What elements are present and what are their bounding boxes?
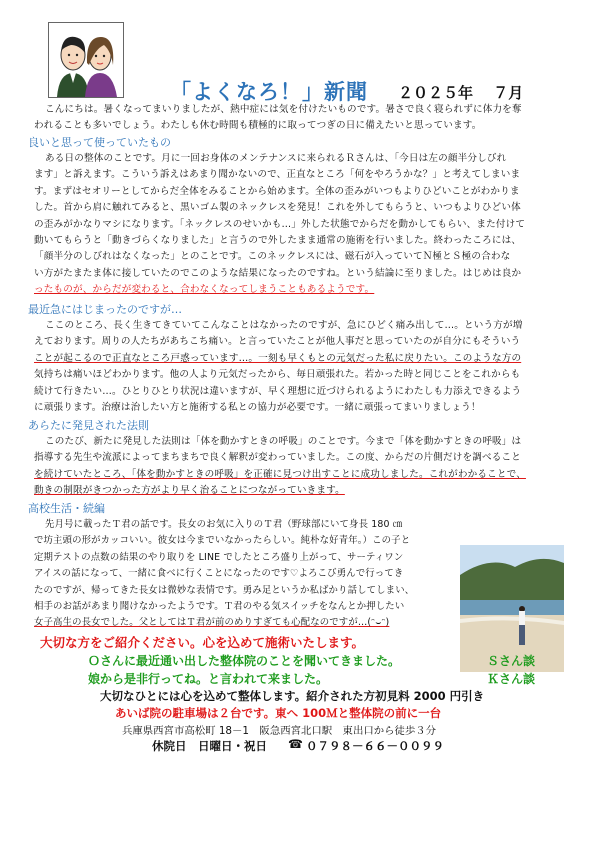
promo-headline: 大切な方をご紹介ください。心を込めて施術いたします。 xyxy=(40,635,365,650)
phone-icon: ☎ xyxy=(288,737,303,751)
body-line: 動いてもらうと「動きづらくなりました」と言うので外したまま通常の施術を行いました。終わったころには、 xyxy=(34,235,522,247)
body-line: 動きの制限がきつかった方がより早く治ることにつながっていきます。 xyxy=(34,485,345,497)
body-line: ここのところ、長く生きてきていてこんなことはなかったのですが、急にひどく痛み出して…。という方が増 xyxy=(45,320,523,331)
section-body xyxy=(34,151,574,299)
body-line: 相手のお話があまり聞けなかったようです。Ｔ君のやる気スイッチをなんとか押したい xyxy=(34,601,405,613)
body-line: を続けていたところ、「体を動かすときの呼吸」を正確に見つけ出すことに成功しました。これがわかることで、 xyxy=(34,468,526,480)
issue-date: ２０２５年 ７月 xyxy=(398,84,524,102)
body-line: 定期テストの点数の結果のやり取りを LINE でしたところ盛り上がって、サーティワン xyxy=(34,551,404,563)
section-heading: 高校生活・続編 xyxy=(28,502,105,515)
body-line: えております。周りの人たちがあちこち痛い。と言っていたことが他人事だと思っていたのが自分にもそういう xyxy=(34,336,521,348)
intro-line: こんにちは。暑くなってまいりましたが、熱中症には気を付けたいものです。暑さで良く寝られずに体力を奪 xyxy=(45,104,522,115)
body-line: アイスの話になって、一緒に食べに行くことになったのです♡よろこび勇んで行ってき xyxy=(34,568,404,580)
testimonial-1: Ｏさんに最近通い出した整体院のことを聞いてきました。 xyxy=(88,654,401,668)
intro-line: われることも多いでしょう。わたしも休む時間も積極的に取ってつぎの日に備えたいと思っています。 xyxy=(34,120,482,132)
body-line: で坊主頭の形がカッコいい。彼女は今までいなかったらしい。純朴な好青年。）この子と xyxy=(34,535,411,547)
section-heading: 最近急にはじまったのですが… xyxy=(28,303,182,316)
body-line: ことが起こるので正直なところ戸惑っています…。一刻も早くもとの元気だった私に戻りたい。このような方の xyxy=(34,352,522,364)
section-body xyxy=(34,517,444,632)
body-line: このたび、新たに発見した法則は「体を動かすときの呼吸」のことです。今まで「体を動かすときの呼吸」は xyxy=(45,436,522,447)
clinic-holiday: 休院日 日曜日・祝日 xyxy=(152,739,267,753)
body-line: 先月号に載ったＴ君の話です。長女のお気に入りのＴ君（野球部にいて身長 180 ㎝ xyxy=(45,519,403,530)
body-line: 気持ちは痛いほどわかります。他の人より元気だったから、毎日頑張れた。若かった時と同じことをこれからも xyxy=(34,369,521,381)
section-body xyxy=(34,318,574,416)
body-line: たのですが、帰ってきた長女は微妙な表情です。勇み足というか私ばかり話してしまい、 xyxy=(34,584,415,596)
referral-offer: 大切なひとには心を込めて整体します。紹介された方初見料 2000 円引き xyxy=(100,689,485,703)
body-line: い方がたまたま体に接していたのでこのような結果になったのですね。という結論に至りました。はじめは良か xyxy=(34,267,522,279)
body-line: した。首から肩に触れてみると、黒いゴム製のネックレスを発見！これを外してもらうと、いつもよりひどい体 xyxy=(34,202,521,214)
body-line: ます」と訴えます。こういう訴えはあまり聞かないので、正直なところ「何をやろうかな？」と考えてしまいま xyxy=(34,169,521,181)
owners-portrait xyxy=(48,22,124,98)
body-line: 女子高生の長女でした。父としてはＴ君が前のめりすぎても心配なのですが…(ᵔ⌣ᵔ) xyxy=(34,617,390,629)
phone-number[interactable]: ０７９８－６６－００９９ xyxy=(306,739,444,753)
body-line: ったものが、からだが変わると、合わなくなってしまうこともあるようです。 xyxy=(34,284,375,296)
body-line: ある日の整体のことです。月に一回お身体のメンテナンスに来られるＲさんは、「今日は左の顔半分しびれ xyxy=(45,153,507,164)
body-line: 指導する先生や流派によってまちまちで良く解釈が変わっていました。この度、からだの片側だけを調べること xyxy=(34,452,521,464)
body-line: 続けて行きたい…。ひとりひとり状況は違いますが、早く理想に近づけられるようにわたしも力添えできるよう xyxy=(34,385,522,397)
clinic-address: 兵庫県西宮市高松町 18－1 阪急西宮北口駅 東出口から徒歩３分 xyxy=(122,725,437,737)
testimonial-2: 娘から是非行ってね。と言われて来ました。 xyxy=(88,672,329,686)
body-line: 「顔半分のしびれはなくなった」とのことです。このネックレスには、磁石が入っていてＮ極とＳ極の合わな xyxy=(34,251,511,263)
parking-info: あいば院の駐車場は２台です。東へ 100Ｍと整体院の前に一台 xyxy=(115,706,442,720)
body-line: の歪みがかなりマシになります。「ネックレスのせいかも…」外した状態でからだを動かしてもらい、また付けて xyxy=(34,218,526,230)
body-line: に頑張ります。治療は治したい方と施術する私との協力が必要です。一緒に頑張ってまいりましょう！ xyxy=(34,402,481,414)
newsletter-title: 「よくなろ！」新聞 xyxy=(170,80,368,104)
testimonial-1-author: Ｓさん談 xyxy=(487,654,536,668)
section-heading: あらたに発見された法則 xyxy=(28,419,149,432)
testimonial-2-author: Ｋさん談 xyxy=(487,672,536,686)
section-body xyxy=(34,434,574,500)
intro xyxy=(34,102,574,135)
body-line: す。まずはセオリーとしてからだ全体をみることから始めます。全体の歪みがいつもよりひどいことがわかりま xyxy=(34,185,520,197)
section-heading: 良いと思って使っていたもの xyxy=(28,136,171,149)
